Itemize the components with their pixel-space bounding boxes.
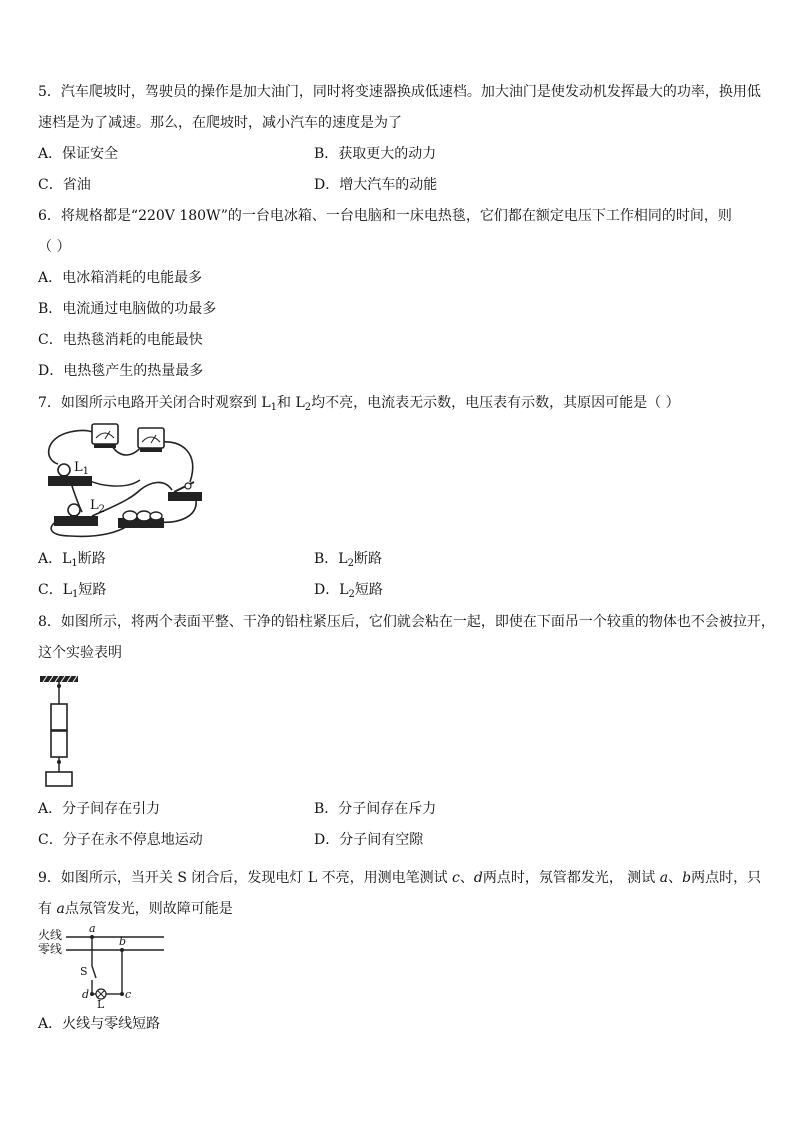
q7-text: 7．如图所示电路开关闭合时观察到 $L_1$和 $L_2$均不亮，电流表无示数，电压表有示数，其原因可能是（ ）: [38, 395, 680, 413]
q9-text-line2: 有 a点氖管发光，则故障可能是: [38, 901, 233, 917]
q5-option-d[interactable]: D．增大汽车的动能: [314, 177, 438, 193]
q8-option-d[interactable]: D．分子间有空隙: [314, 832, 424, 848]
q5-option-b[interactable]: B．获取更大的动力: [314, 146, 437, 162]
q7-option-c[interactable]: C．$L_1$短路: [38, 582, 107, 600]
q9-text-line1: 9．如图所示，当开关 S 闭合后，发现电灯 L 不亮，用测电笔测试 c、d两点时，氖管都发光， 测试 a、b两点时，只: [38, 870, 762, 886]
q9-label-l: L: [97, 998, 105, 1011]
q6-option-c[interactable]: C．电热毯消耗的电能最快: [38, 332, 203, 348]
q7-option-b[interactable]: B．$L_2$断路: [314, 551, 382, 569]
q6-option-d[interactable]: D．电热毯产生的热量最多: [38, 363, 204, 379]
q9-circuit-figure: [38, 922, 178, 1012]
q9-option-a[interactable]: A．火线与零线短路: [38, 1016, 161, 1032]
q9-label-s: S: [80, 965, 88, 978]
q5-option-a[interactable]: A．保证安全: [38, 146, 119, 162]
q6-option-b[interactable]: B．电流通过电脑做的功最多: [38, 301, 217, 317]
q8-option-c[interactable]: C．分子在永不停息地运动: [38, 832, 203, 848]
q8-option-a[interactable]: A．分子间存在引力: [38, 801, 161, 817]
q8-text-line2: 这个实验表明: [38, 645, 122, 661]
q9-label-a: a: [89, 922, 96, 935]
q8-text-line1: 8．如图所示，将两个表面平整、干净的铅柱紧压后，它们就会粘在一起，即使在下面吊一个较重的物体也不会被拉开，: [38, 614, 775, 630]
q9-label-c: c: [125, 988, 132, 1001]
q5-option-c[interactable]: C．省油: [38, 177, 91, 193]
q5-text-line1: 5．汽车爬坡时，驾驶员的操作是加大油门，同时将变速器换成低速档。加大油门是使发动机发挥最大的功率，换用低: [38, 84, 761, 100]
q8-lead-cylinders-figure: [38, 674, 80, 788]
q7-option-a[interactable]: A．$L_1$断路: [38, 551, 106, 569]
q9-label-b: b: [119, 935, 127, 948]
q6-text-line2: （ ）: [38, 239, 71, 255]
q8-option-b[interactable]: B．分子间存在斥力: [314, 801, 437, 817]
q9-label-live-wire: 火线: [38, 928, 63, 942]
q9-label-neutral-wire: 零线: [38, 942, 63, 956]
q5-text-line2: 速档是为了减速。那么，在爬坡时，减小汽车的速度是为了: [38, 115, 402, 131]
q9-label-d: d: [82, 988, 90, 1001]
q6-text-line1: 6．将规格都是“220V 180W”的一台电冰箱、一台电脑和一床电热毯，它们都在额定电压下工作相同的时间，则: [38, 208, 732, 224]
q7-label-l2: $L_2$: [90, 498, 106, 515]
q7-label-l1: $L_1$: [74, 460, 90, 477]
q7-circuit-figure: [40, 420, 215, 538]
q7-option-d[interactable]: D．$L_2$短路: [314, 582, 383, 600]
q6-option-a[interactable]: A．电冰箱消耗的电能最多: [38, 270, 203, 286]
